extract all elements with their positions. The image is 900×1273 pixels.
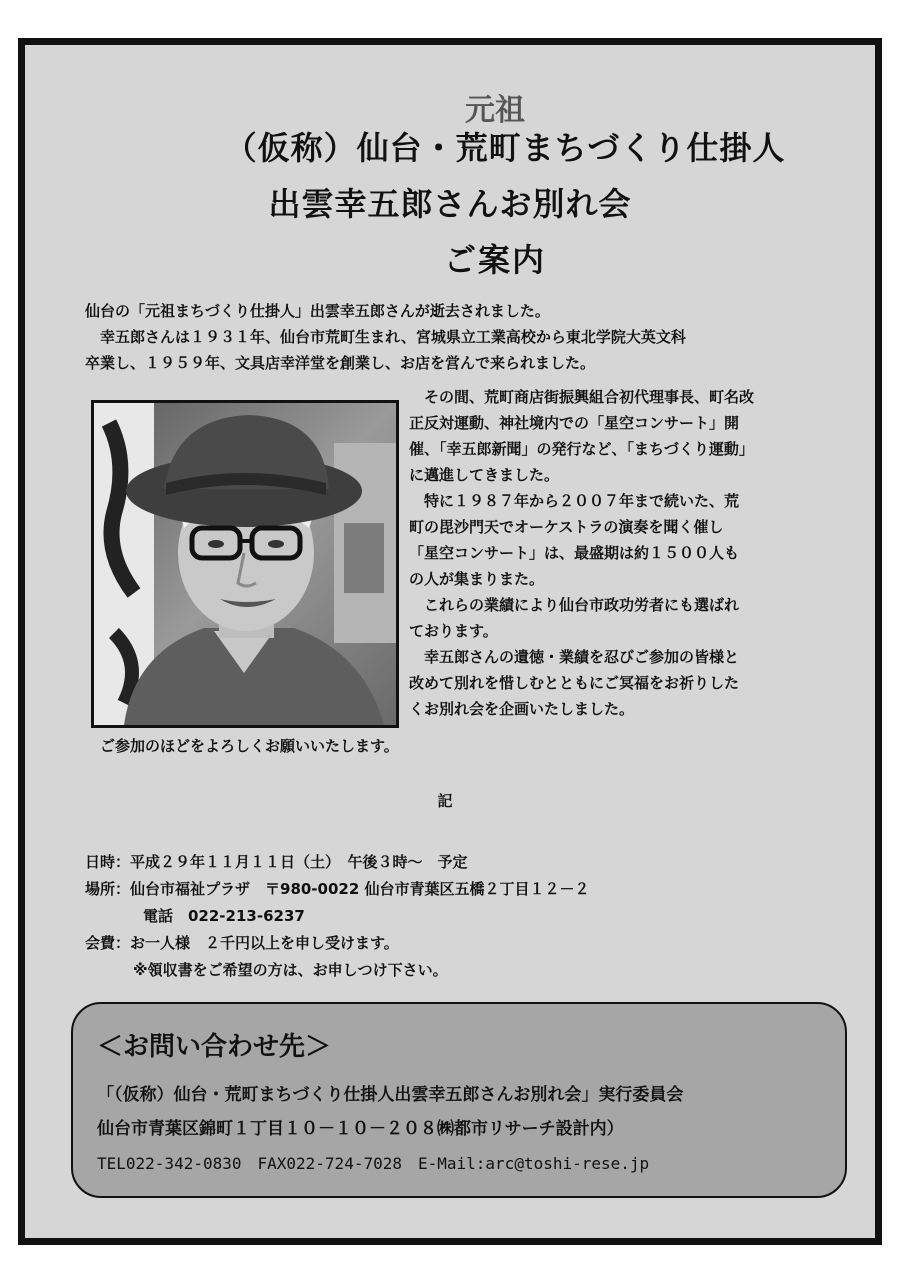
intro-line: 卒業し、１９５９年、文具店幸洋堂を創業し、お店を営んで来られました。 [85,354,596,372]
intro-line: 幸五郎さんは１９３１年、仙台市荒町生まれ、宮城県立工業高校から東北学院大英文科 [100,328,686,346]
side-line: 幸五郎さんの遺徳・業績を忍びご参加の皆様と [424,648,740,666]
portrait-photo [91,400,399,728]
side-line: 正反対運動、神社境内での「星空コンサート」開 [409,414,740,432]
title-prefix: 元祖 [465,93,525,128]
side-line: に邁進してきました。 [409,466,560,484]
side-line: これらの業績により仙台市政功労者にも選ばれ [424,596,740,614]
title-line-3: ご案内 [443,241,546,279]
contact-organizer: 「（仮称）仙台・荒町まちづくり仕掛人出雲幸五郎さんお別れ会」実行委員会 [97,1085,684,1105]
title-line-2: 出雲幸五郎さんお別れ会 [268,185,632,223]
side-line: の人が集まりまた。 [409,570,545,588]
side-line: 特に１９８７年から２００７年まで続いた、荒 [424,492,740,510]
poster-frame [18,38,882,1245]
detail-note: ※領収書をご希望の方は、お申しつけ下さい。 [133,961,448,979]
side-line: 改めて別れを惜しむとともにご冥福をお祈りした [409,674,740,692]
detail-phone: 電話 022-213-6237 [143,907,305,925]
side-line: くお別れ会を企画いたしました。 [409,700,635,718]
side-line: その間、荒町商店街振興組合初代理事長、町名改 [424,388,755,406]
ki-marker: 記 [437,792,453,810]
event-details [85,849,590,984]
side-line: 町の毘沙門天でオーケストラの演奏を聞く催し [409,518,724,536]
title-line-1: （仮称）仙台・荒町まちづくり仕掛人 [224,129,786,167]
portrait-image [94,403,396,725]
detail-date: 日時：平成２９年１１月１１日（土） 午後３時～ 予定 [85,853,468,871]
contact-tel-fax-email: TEL022-342-0830 FAX022-724-7028 E-Mail:arc@toshi-rese.jp [97,1154,650,1173]
contact-heading: ＜お問い合わせ先＞ [97,1032,332,1062]
side-line: 催、「幸五郎新聞」の発行など、「まちづくり運動」 [409,440,754,458]
contact-box [71,1002,847,1198]
side-line: ております。 [409,622,498,640]
side-line: 「星空コンサート」は、最盛期は約１５００人も [409,544,740,562]
intro-text [85,298,825,376]
detail-place: 場所：仙台市福祉プラザ 〒980-0022 仙台市青葉区五橋２丁目１２－２ [85,880,590,898]
side-text [409,384,829,722]
detail-fee: 会費：お一人様 ２千円以上を申し受けます。 [85,934,399,952]
contact-address: 仙台市青葉区錦町１丁目１０－１０－２０８㈱都市リサーチ設計内） [97,1119,624,1139]
closing-text: ご参加のほどをよろしくお願いいたします。 [100,737,399,755]
intro-line: 仙台の「元祖まちづくり仕掛人」出雲幸五郎さんが逝去されました。 [85,302,550,320]
